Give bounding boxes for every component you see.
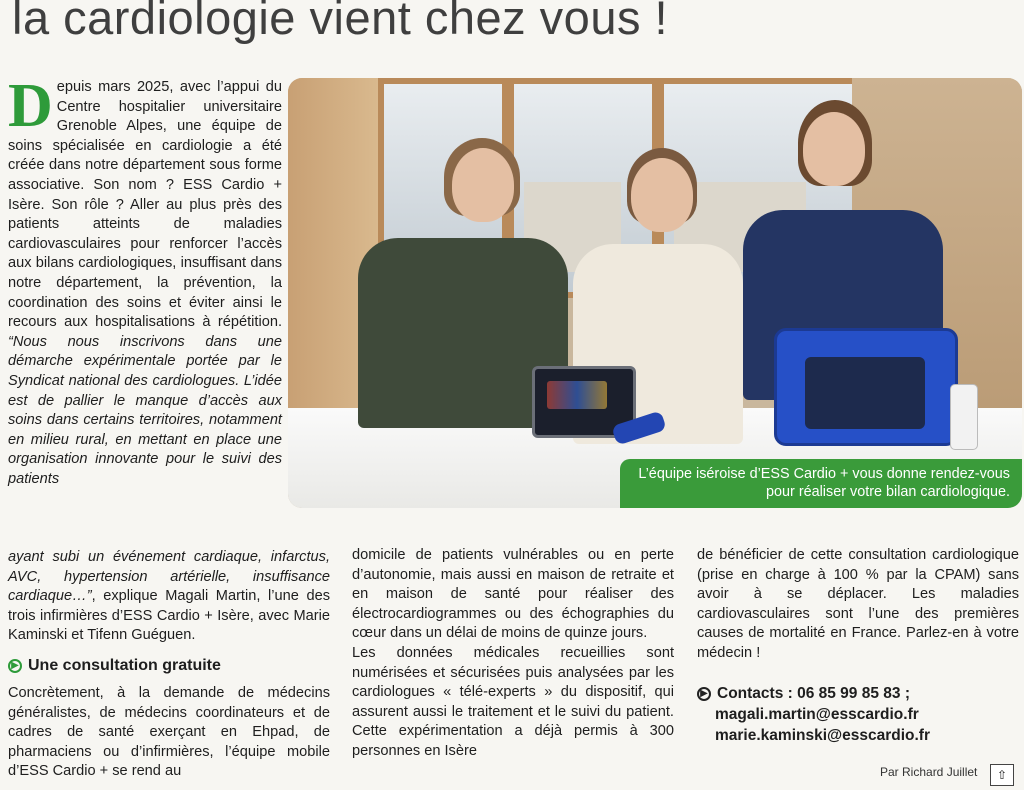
team-photo	[288, 78, 1022, 508]
article-column-2	[352, 546, 674, 762]
col2-paragraph-1: domicile de patients vulnérables ou en perte d’autonomie, mais aussi en maison de retraite et en maison de santé pour réaliser des électrocardiogrammes ou des échographies du cœur dans un délai de moins de quinze jours.	[352, 547, 674, 642]
col3-paragraph-1: de bénéficier de cette consultation cardiologique (prise en charge à 100 % par la CPAM) sans avoir à se déplacer. Les maladies cardiovasculaires sont l’une des premières causes de mortalité en France. Parlez-en à votre médecin !	[697, 547, 1019, 661]
publisher-logo-icon: ⇧	[990, 764, 1014, 786]
contacts-block	[697, 683, 930, 746]
article-column-3	[697, 546, 1019, 664]
intro-text: epuis mars 2025, avec l’appui du Centre hospitalier universitaire Grenoble Alpes, une équipe de soins spécialisée en cardiologie a été créée dans notre département sous forme associative. Son nom ? ESS Cardio + Isère. Son rôle ? Aller au plus près des patients atteints de maladies cardiovasculaires pour renforcer l’accès aux bilans cardiologiques, insuffisant dans notre département, la prévention, la coordination des soins et éviter ainsi le recours aux hospitalisations à répétition.	[8, 79, 282, 331]
photo-caption	[620, 459, 1022, 508]
contact-email-1[interactable]: magali.martin@esscardio.fr	[715, 706, 919, 723]
subheading	[8, 657, 221, 675]
medical-bag	[774, 328, 958, 446]
col2-paragraph-2: Les données médicales recueillies sont numérisées et sécurisées puis analysées par les cardiologues « télé-experts » du dispositif, qui assurent aussi le traitement et le suivi du patient. Cette expérimentation a déjà permis à 300 personnes en Isère	[352, 644, 674, 759]
arrow-right-icon: ▶	[697, 687, 711, 701]
contact-email-2[interactable]: marie.kaminski@esscardio.fr	[715, 727, 931, 744]
contacts-phone: Contacts : 06 85 99 85 83 ;	[717, 685, 910, 702]
article-column-1	[8, 72, 282, 489]
arrow-right-icon: ▶	[8, 659, 22, 673]
article-column-1-continued	[8, 548, 330, 646]
subheading-body	[8, 684, 330, 782]
caption-line-1: L’équipe iséroise d’ESS Cardio + vous donne rendez-vous	[638, 466, 1010, 482]
quote-part-a: “Nous nous inscrivons dans une démarche expérimentale portée par le Syndicat national des cardiologues. L’idée est de pallier le manque d’accès aux soins dans certains territoires, notamment en milieu rural, en mettant en place une organisation innovante pour le suivi des patients	[8, 333, 282, 487]
quote-part-b: ayant subi un événement cardiaque, infarctus, AVC, hypertension artérielle, insuffisance cardiaque…”	[8, 549, 330, 605]
gel-bottle	[950, 384, 978, 450]
headline: la cardiologie vient chez vous !	[12, 0, 669, 44]
sub-text: Concrètement, à la demande de médecins généralistes, de médecins coordinateurs et de cadres de santé exerçant en Ehpad, de pharmaciens ou d’infirmières, l’équipe mobile d’ESS Cardio + se rend au	[8, 685, 330, 780]
drop-cap: D	[8, 72, 53, 140]
subheading-text: Une consultation gratuite	[28, 657, 221, 674]
attribution-text: , explique Magali Martin, l’une des trois infirmières d’ESS Cardio + Isère, avec Marie Kaminski et Tifenn Guéguen.	[8, 588, 330, 644]
byline: Par Richard Juillet	[880, 765, 978, 779]
caption-line-2: pour réaliser votre bilan cardiologique.	[766, 484, 1010, 500]
